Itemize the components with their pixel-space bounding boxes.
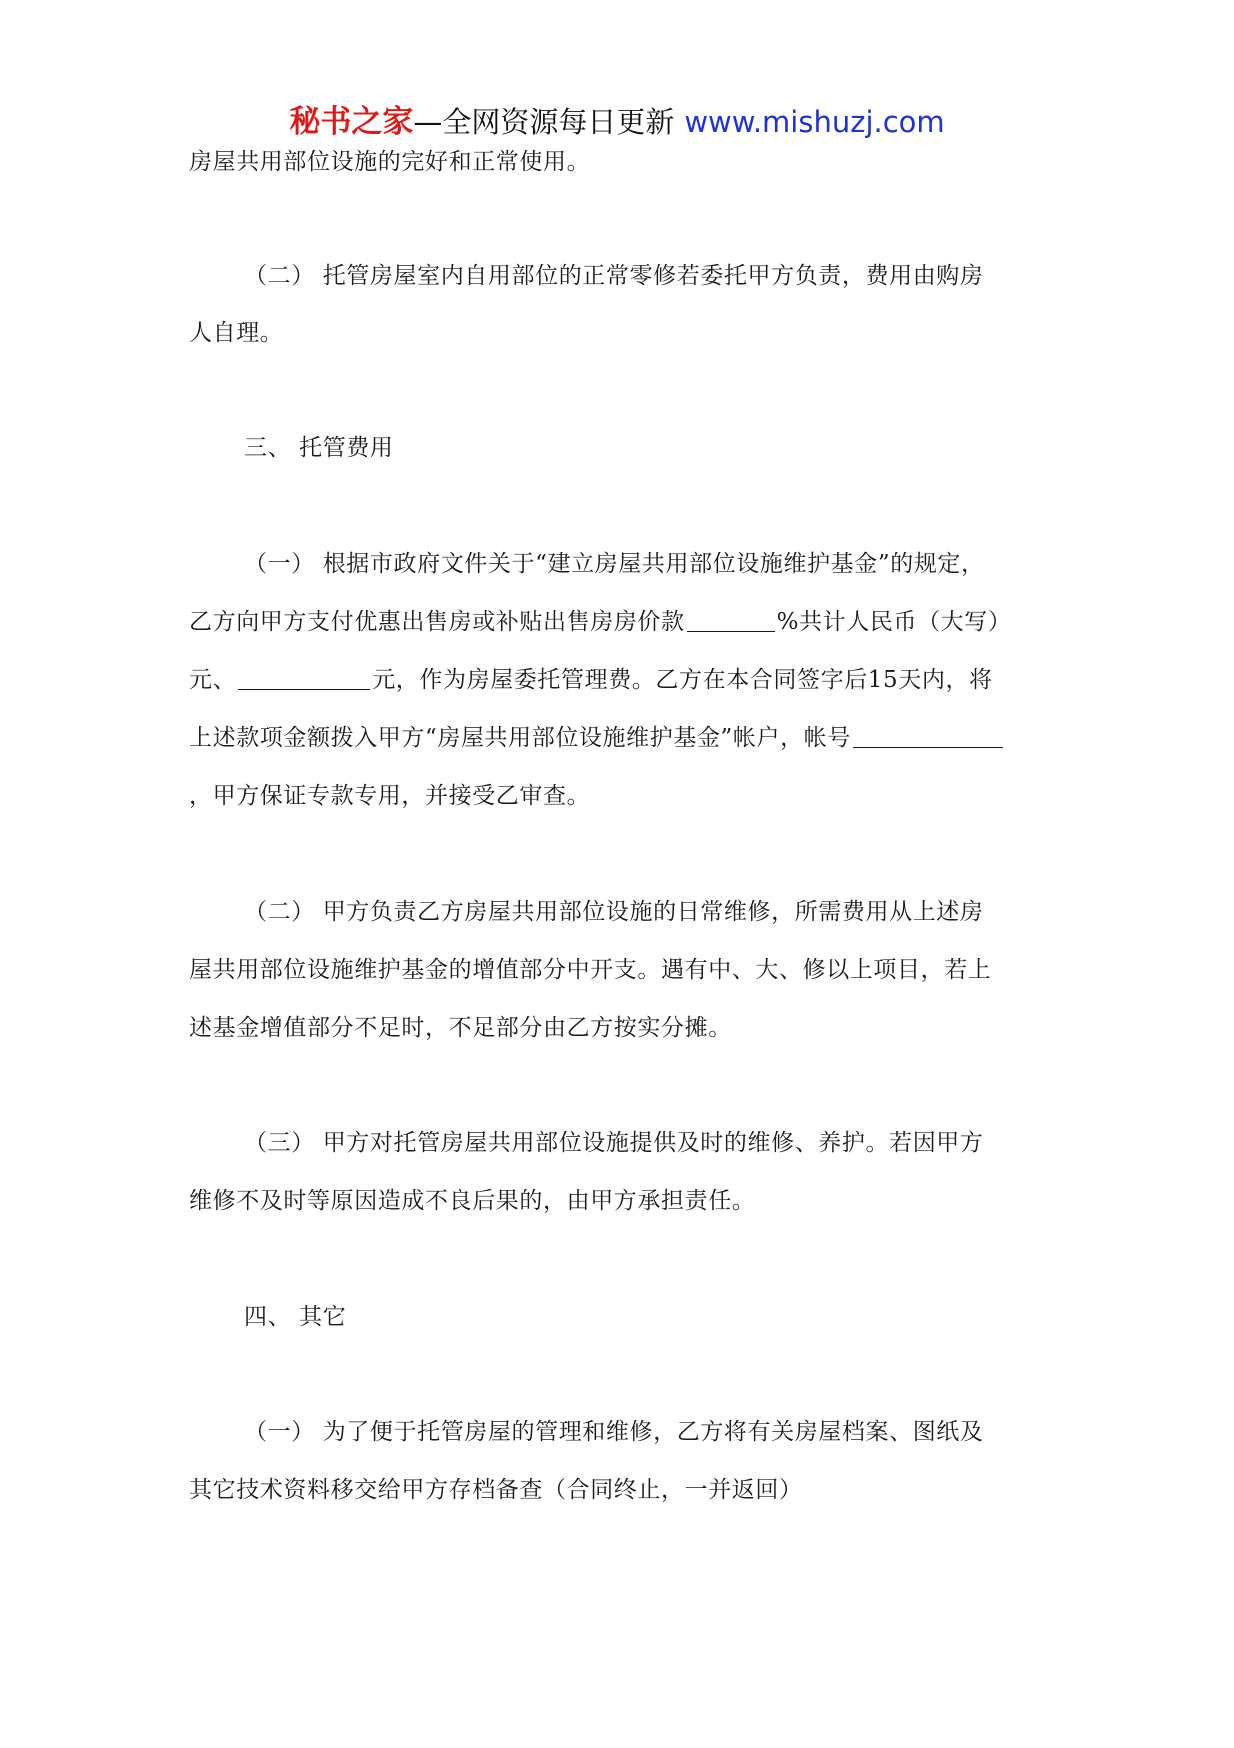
site-url-link[interactable]: www.mishuzj.com xyxy=(684,105,945,139)
amount-blank xyxy=(238,667,370,690)
text-line: 维修不及时等原因造成不良后果的，由甲方承担责任。 xyxy=(189,1188,756,1214)
text-segment: %共计人民币（大写） xyxy=(776,609,1012,635)
text-line xyxy=(189,606,1011,638)
text-line: 述基金增值部分不足时，不足部分由乙方按实分摊。 xyxy=(189,1015,732,1041)
clause-3-2: （二） 甲方负责乙方房屋共用部位设施的日常维修，所需费用从上述房 xyxy=(244,899,984,925)
text-line: 人自理。 xyxy=(189,320,284,346)
clause-4-1: （一） 为了便于托管房屋的管理和维修，乙方将有关房屋档案、图纸及 xyxy=(244,1419,984,1445)
clause-3-3: （三） 甲方对托管房屋共用部位设施提供及时的维修、养护。若因甲方 xyxy=(244,1130,984,1156)
text-line: 屋共用部位设施维护基金的增值部分中开支。遇有中、大、修以上项目，若上 xyxy=(189,957,992,983)
text-segment: 上述款项金额拨入甲方“房屋共用部位设施维护基金”帐户，帐号 xyxy=(189,725,851,751)
text-line xyxy=(189,664,993,696)
text-line: 其它技术资料移交给甲方存档备查（合同终止，一并返回） xyxy=(189,1477,803,1503)
brand-name: 秘书之家 xyxy=(289,104,414,140)
clause-2-2: （二） 托管房屋室内自用部位的正常零修若委托甲方负责，费用由购房 xyxy=(244,263,984,289)
text-segment: 乙方向甲方支付优惠出售房或补贴出售房房价款 xyxy=(189,609,685,635)
text-line: 房屋共用部位设施的完好和正常使用。 xyxy=(189,149,591,175)
percent-blank xyxy=(687,609,775,632)
text-line xyxy=(189,722,1005,754)
text-segment: 元、 xyxy=(189,667,237,693)
site-header xyxy=(0,102,1234,142)
account-number-blank xyxy=(853,725,1003,748)
clause-3-1: （一） 根据市政府文件关于“建立房屋共用部位设施维护基金”的规定， xyxy=(244,551,985,577)
section-heading-4: 四、 其它 xyxy=(244,1304,347,1330)
text-segment: 元，作为房屋委托管理费。乙方在本合同签字后15天内，将 xyxy=(372,667,993,693)
section-heading-3: 三、 托管费用 xyxy=(244,435,394,461)
header-slogan: —全网资源每日更新 xyxy=(413,105,675,139)
text-line: ，甲方保证专款专用，并接受乙审查。 xyxy=(189,783,591,809)
